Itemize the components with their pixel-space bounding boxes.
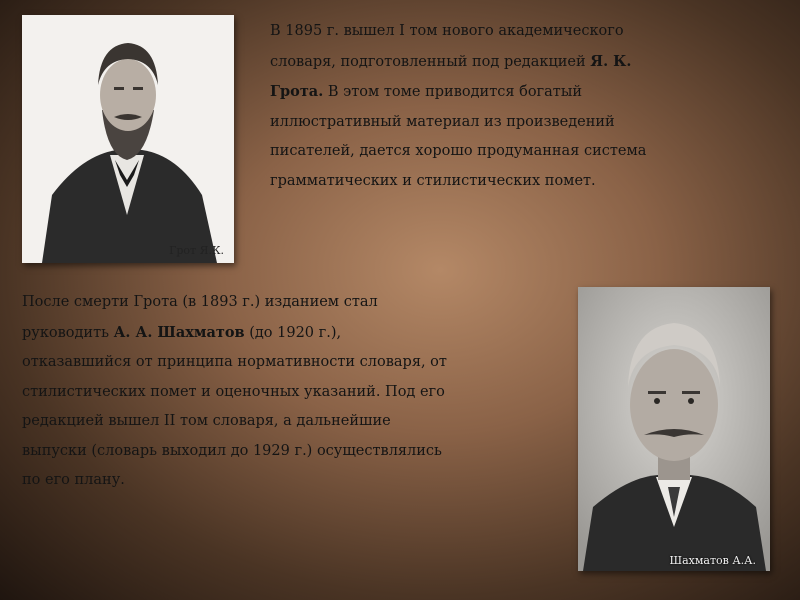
shakhmatov-caption: Шахматов А.А. [669,554,756,567]
paragraph-grot [270,17,740,196]
p1-line-5: писателей, дается хорошо продуманная система [270,143,647,159]
shakhmatov-photo [578,287,770,571]
paragraph-shakhmatov [22,288,562,496]
grot-photo-image [22,15,234,263]
p1-line-2 [270,47,740,78]
p1-line-3 [270,77,740,108]
p2-line-7: по его плану. [22,472,125,488]
grot-portrait [22,15,234,263]
p1-line-2-bold: Я. К. [590,52,632,70]
grot-caption: Грот Я.К. [169,244,224,257]
p1-line-3-bold: Грота. [270,83,324,100]
p2-line-6: выпуски (словарь выходил до 1929 г.) осуществлялись [22,442,442,459]
p1-line-6: грамматических и стилистических помет. [270,172,596,189]
p1-line-2-text: словаря, подготовленный под редакцией [270,53,591,70]
p2-line-2-bold: А. А. Шахматов [113,323,245,341]
p2-line-2-text: руководить [22,324,114,341]
p2-line-2-post: (до 1920 г.), [244,324,342,341]
p2-line-5: редакцией вышел II том словаря, а дальнейшие [22,413,391,429]
p2-line-3: отказавшийся от принципа нормативности словаря, от [22,354,447,370]
p1-line-3-text: В этом томе приводится богатый [323,84,583,100]
shakhmatov-photo-image [578,287,770,571]
p1-line-1: В 1895 г. вышел I том нового академического [270,23,624,39]
p2-line-2 [22,318,562,349]
grot-photo [22,15,234,263]
p1-line-4: иллюстративный материал из произведений [270,113,615,130]
p2-line-4: стилистических помет и оценочных указаний. Под его [22,383,445,400]
p2-line-1: После смерти Грота (в 1893 г.) изданием стал [22,294,378,310]
shakhmatov-portrait [578,287,770,571]
